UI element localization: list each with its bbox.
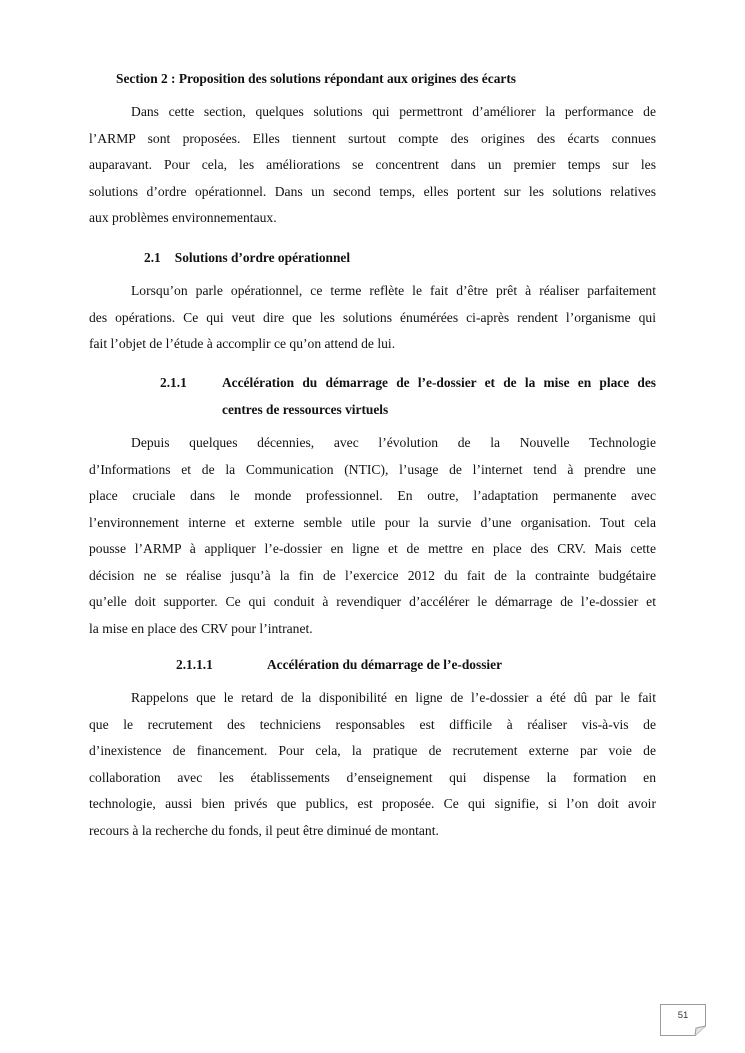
paragraph-line: aux problèmes environnementaux. [89, 210, 277, 225]
paragraph-line: fait l’objet de l’étude à accomplir ce qu’on attend de lui. [89, 336, 396, 351]
paragraph-2-1 [89, 278, 656, 358]
heading-2-1-1-number: 2.1.1 [160, 375, 187, 390]
paragraph-line: Dans cette section, quelques solutions qui permettront d’améliorer la performance de [131, 104, 656, 119]
heading-title: Solutions d’ordre opérationnel [174, 250, 351, 265]
heading-2-1-1-1-number: 2.1.1.1 [176, 657, 213, 672]
paragraph-line: la mise en place des CRV pour l’intranet. [89, 620, 313, 636]
paragraph-line: l’environnement interne et externe semble utile pour la survie d’une organisation. Tout cela [89, 514, 656, 530]
heading-number: 2.1 [144, 250, 161, 265]
paragraph-2-1-1 [89, 430, 656, 642]
paragraph-line: que le recrutement des techniciens responsables est difficile à réaliser vis-à-vis de [89, 716, 656, 732]
paragraph-line: auparavant. Pour cela, les améliorations se concentrent dans un premier temps sur les [89, 157, 656, 172]
paragraph-2-1-1-1 [89, 685, 656, 844]
paragraph-line: pousse l’ARMP à appliquer l’e-dossier en ligne et de mettre en place des CRV. Mais cette [89, 541, 656, 556]
paragraph-line: d’inexistence de financement. Pour cela, la pratique de recrutement externe par voie de [89, 743, 656, 758]
paragraph-line: d’Informations et de la Communication (NTIC), l’usage de l’internet tend à prendre une [89, 461, 656, 477]
intro-paragraph [89, 99, 656, 232]
paragraph-line: Depuis quelques décennies, avec l’évolution de la Nouvelle Technologie [131, 435, 656, 450]
section-title: Section 2 : Proposition des solutions répondant aux origines des écarts [116, 71, 517, 86]
page-number: 51 [677, 1010, 689, 1021]
heading-2-1-1-title-line2: centres de ressources virtuels [222, 402, 389, 417]
heading-2-1 [144, 250, 350, 266]
paragraph-line: place cruciale dans le monde professionnel. En outre, l’adaptation permanente avec [89, 488, 656, 503]
paragraph-line: l’ARMP sont proposées. Elles tiennent surtout compte des origines des écarts connues [89, 130, 656, 146]
paragraph-line: Lorsqu’on parle opérationnel, ce terme reflète le fait d’être prêt à réaliser parfaitement [131, 283, 656, 298]
paragraph-line: Rappelons que le retard de la disponibilité en ligne de l’e-dossier a été dû par le fait [131, 690, 656, 705]
paragraph-line: décision ne se réalise jusqu’à la fin de l’exercice 2012 du fait de la contrainte budgétaire [89, 567, 656, 583]
page-number-box [660, 1004, 706, 1036]
paragraph-line: des opérations. Ce qui veut dire que les solutions énumérées ci-après rendent l’organisme qui [89, 309, 656, 325]
paragraph-line: qu’elle doit supporter. Ce qui conduit à revendiquer d’accélérer le démarrage de l’e-dossier et [89, 594, 656, 609]
paragraph-line: recours à la recherche du fonds, il peut être diminué de montant. [89, 822, 439, 838]
heading-2-1-1-title-line1: Accélération du démarrage de l’e-dossier et de la mise en place des [222, 375, 656, 390]
heading-2-1-1-1-title: Accélération du démarrage de l’e-dossier [267, 657, 503, 672]
paragraph-line: technologie, aussi bien privés que publics, est proposée. Ce qui signifie, si l’on doit avoir [89, 796, 656, 811]
paragraph-line: collaboration avec les établissements d’enseignement qui dispense la formation en [89, 769, 656, 785]
paragraph-line: solutions d’ordre opérationnel. Dans un second temps, elles portent sur les solutions relatives [89, 183, 656, 199]
